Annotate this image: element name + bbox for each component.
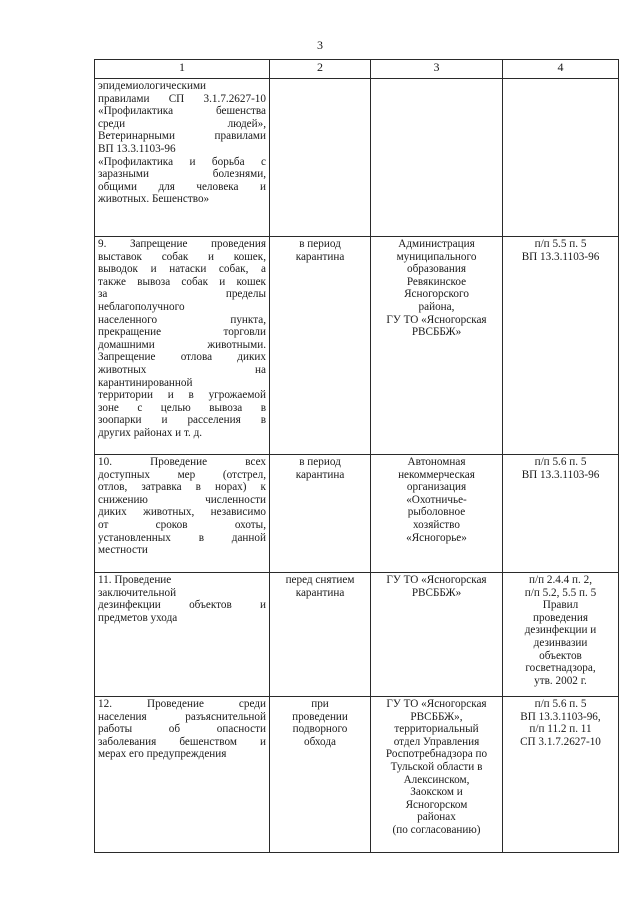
reference-cell-line: дезинфекции и (524, 624, 597, 637)
responsible-cell-line: организация (406, 481, 467, 494)
measure-text-line: снижению численности (98, 493, 266, 506)
measure-text-line: заключительной (98, 586, 177, 599)
responsible-cell-line: Алексинском, (403, 773, 470, 786)
responsible-cell-line: хозяйство (413, 518, 460, 531)
deadline-cell (270, 79, 371, 237)
header-col-3: 3 (371, 60, 503, 79)
responsible-cell-line: ГУ ТО «Ясногорская (386, 313, 487, 326)
measure-text-line: от сроков охоты, (98, 518, 266, 531)
deadline-cell-line: в период (299, 238, 341, 250)
deadline-cell-line: при (311, 698, 329, 710)
measure-text-line: 11. Проведение (98, 574, 172, 586)
responsible-cell-line: ГУ ТО «Ясногорская (386, 574, 487, 586)
responsible-cell-line: районах (417, 811, 456, 824)
responsible-cell-line: некоммерческая (398, 468, 475, 481)
measure-text-line: Ветеринарными правилами (98, 130, 266, 143)
measure-text-line: домашними животными. (98, 338, 266, 351)
deadline-cell (270, 573, 371, 697)
responsible-cell-line: РВСББЖ» (411, 326, 462, 339)
measure-text-line: установленных в данной (98, 531, 266, 544)
responsible-cell-line: Ясногорского (404, 288, 469, 301)
measure-text-line: «Профилактика бешенства (98, 105, 266, 118)
measure-text-line: местности (98, 544, 148, 557)
reference-cell-line: утв. 2002 г. (534, 674, 587, 687)
measure-text-line: зоопарки и расселения в (98, 414, 266, 427)
measure-text-line: прекращение торговли (98, 326, 266, 339)
reference-cell-line: СП 3.1.7.2627-10 (520, 735, 601, 748)
measure-description-cell (95, 455, 270, 573)
reference-cell (503, 455, 619, 573)
reference-cell-line: ВП 13.3.1103-96, (520, 710, 601, 723)
measure-text-line: населенного пункта, (98, 313, 266, 326)
responsible-cell-line: отдел Управления (393, 735, 480, 748)
responsible-cell-line: муниципального (396, 250, 477, 263)
responsible-cell-line: района, (418, 300, 455, 313)
responsible-cell-line: (по согласованию) (392, 823, 481, 836)
deadline-cell-line: карантина (295, 468, 345, 481)
measure-text-line: заразными болезнями, (98, 168, 266, 181)
responsible-cell-line: «Охотничье- (406, 493, 467, 506)
responsible-cell-line: РВСББЖ» (411, 586, 462, 599)
measure-text-line: заболевания бешенством и (98, 735, 266, 748)
measure-text-line: животных на (98, 363, 266, 376)
table-row (95, 455, 619, 573)
deadline-cell-line: обхода (304, 735, 336, 748)
reference-cell (503, 573, 619, 697)
responsible-cell-line: Роспотребнадзора по (385, 748, 488, 761)
reference-cell-line: проведения (533, 611, 588, 624)
header-col-1: 1 (95, 60, 270, 79)
responsible-cell-line: ГУ ТО «Ясногорская (386, 698, 487, 710)
measure-text-line: общими для человека и (98, 180, 266, 193)
responsible-cell (371, 455, 503, 573)
measure-text-line: карантинированной (98, 376, 193, 389)
measure-text-line: выводок и натаски собак, а (98, 263, 266, 276)
measure-text-line: работы об опасности (98, 723, 266, 736)
reference-cell-line: ВП 13.3.1103-96 (521, 468, 600, 481)
reference-cell-line: объектов (539, 649, 582, 662)
measure-text-line: мерах его предупреждения (98, 748, 227, 761)
measure-text-line: эпидемиологическими (98, 80, 207, 92)
table-row (95, 79, 619, 237)
deadline-cell (270, 237, 371, 455)
measure-text-line: животных. Бешенство» (98, 193, 210, 206)
measure-text-line: за пределы (98, 288, 266, 301)
reference-cell (503, 79, 619, 237)
deadline-cell-line: в период (299, 456, 341, 468)
deadline-cell-line: карантина (295, 586, 345, 599)
deadline-cell-line: проведении (292, 710, 348, 723)
measure-text-line: 10. Проведение всех (98, 456, 266, 468)
responsible-cell (371, 237, 503, 455)
measure-text-line: 9. Запрещение проведения (98, 238, 266, 250)
responsible-cell (371, 573, 503, 697)
responsible-cell-line: рыболовное (407, 506, 466, 519)
table-body (95, 79, 619, 853)
measure-text-line: населения разъяснительной (98, 710, 266, 723)
reference-cell-line: п/п 2.4.4 п. 2, (528, 574, 593, 586)
measure-text-line: других районах и т. д. (98, 426, 203, 439)
header-col-4: 4 (503, 60, 619, 79)
responsible-cell-line: Ясногорском (405, 798, 468, 811)
reference-cell-line: дезинвазии (533, 636, 588, 649)
responsible-cell-line: «Ясногорье» (406, 531, 467, 544)
deadline-cell-line: перед снятием (285, 574, 355, 586)
page-number: 3 (317, 38, 323, 52)
deadline-cell (270, 455, 371, 573)
measure-text-line: диких животных, независимо (98, 506, 266, 519)
reference-cell (503, 697, 619, 853)
measure-text-line: неблагополучного (98, 300, 185, 313)
reference-cell-line: п/п 5.6 п. 5 (534, 698, 587, 710)
deadline-cell-line: карантина (295, 250, 345, 263)
deadline-cell (270, 697, 371, 853)
responsible-cell-line: территориальный (394, 723, 479, 736)
measure-text-line: зоне с целью вывоза в (98, 401, 266, 414)
reference-cell-line: ВП 13.3.1103-96 (521, 250, 600, 263)
measure-text-line: также вывоза собак и кошек (98, 275, 266, 288)
measures-table (94, 59, 619, 853)
measure-description-cell (95, 697, 270, 853)
responsible-cell-line: образования (406, 263, 466, 276)
responsible-cell (371, 697, 503, 853)
measure-text-line: выставок собак и кошек, (98, 250, 266, 263)
measure-text-line: «Профилактика и борьба с (98, 155, 266, 168)
reference-cell-line: п/п 5.2, 5.5 п. 5 (524, 586, 597, 599)
measure-text-line: ВП 13.3.1103-96 (98, 142, 176, 155)
measure-text-line: отлов, затравка в норах) к (98, 481, 266, 494)
deadline-cell-line: подворного (292, 723, 348, 736)
measure-text-line: территории и в угрожаемой (98, 389, 266, 402)
reference-cell-line: п/п 11.2 п. 11 (529, 723, 592, 736)
measure-text-line: 12. Проведение среди (98, 698, 266, 710)
reference-cell (503, 237, 619, 455)
table-row (95, 237, 619, 455)
responsible-cell-line: Заокском и (410, 786, 463, 799)
measure-text-line: среди людей», (98, 117, 266, 130)
responsible-cell-line: РВСББЖ», (410, 710, 463, 723)
reference-cell-line: Правил (542, 599, 579, 612)
responsible-cell (371, 79, 503, 237)
responsible-cell-line: Ревякинское (406, 275, 467, 288)
reference-cell-line: п/п 5.5 п. 5 (534, 238, 587, 250)
reference-cell-line: п/п 5.6 п. 5 (534, 456, 587, 468)
header-col-2: 2 (270, 60, 371, 79)
table-row (95, 573, 619, 697)
measure-description-cell (95, 237, 270, 455)
responsible-cell-line: Тульской области в (390, 760, 483, 773)
responsible-cell-line: Администрация (398, 238, 475, 250)
measure-text-line: Запрещение отлова диких (98, 351, 266, 364)
measure-text-line: правилами СП 3.1.7.2627-10 (98, 92, 266, 105)
measure-description-cell (95, 573, 270, 697)
table-row (95, 697, 619, 853)
responsible-cell-line: Автономная (407, 456, 466, 468)
measure-text-line: дезинфекции объектов и (98, 599, 266, 612)
table-header-row (95, 60, 619, 79)
measure-text-line: предметов ухода (98, 611, 178, 624)
measure-text-line: доступных мер (отстрел, (98, 468, 266, 481)
reference-cell-line: госветнадзора, (525, 662, 596, 675)
measure-description-cell (95, 79, 270, 237)
